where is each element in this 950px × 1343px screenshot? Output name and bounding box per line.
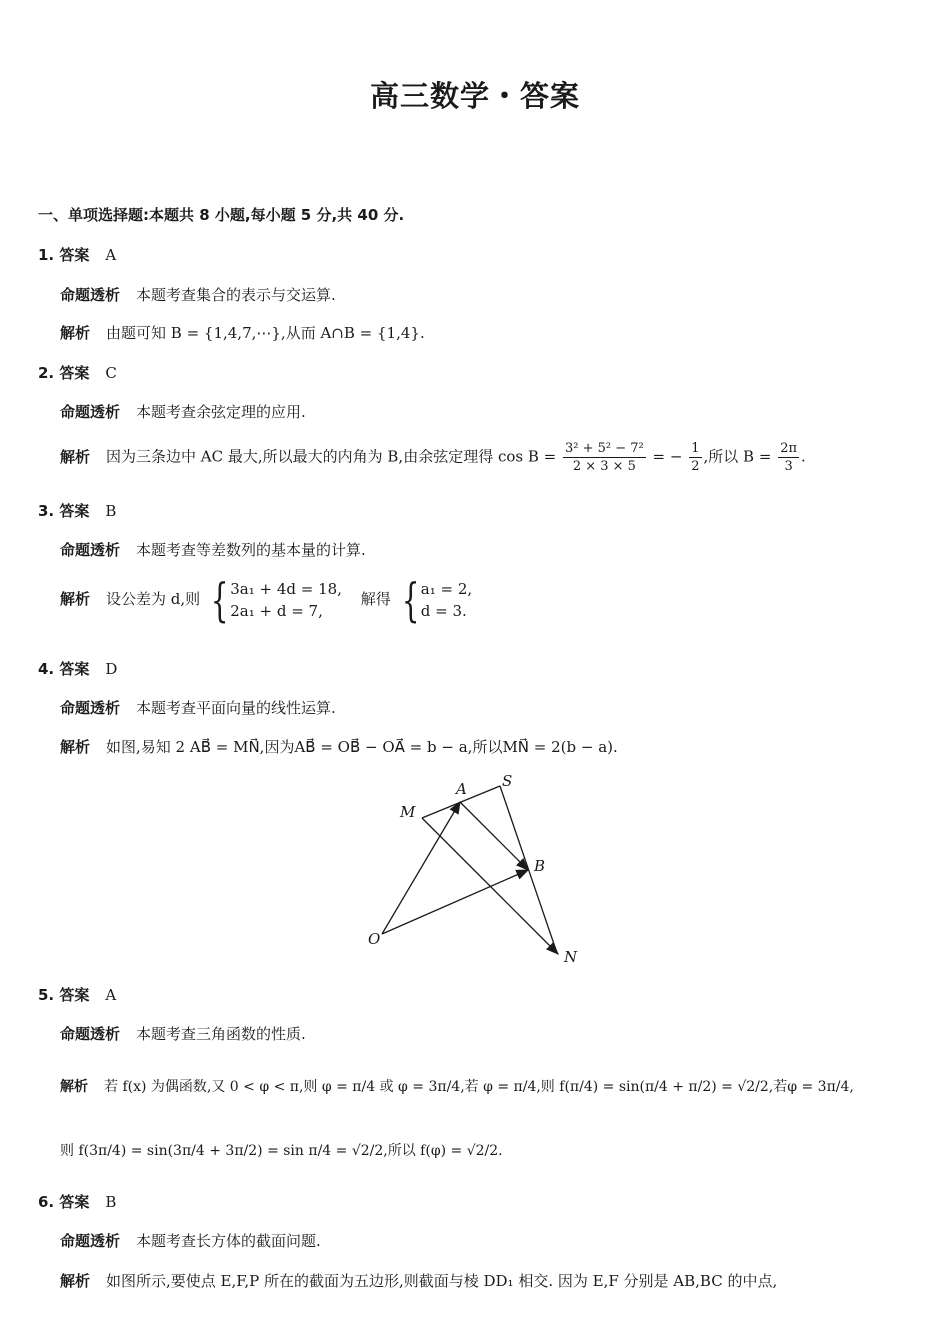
solution-5 — [60, 1076, 854, 1096]
label-m: M — [400, 803, 416, 821]
answer-letter: C — [105, 364, 117, 382]
vector-mn — [422, 818, 558, 954]
solution-system: a₁ = 2, d = 3. — [420, 580, 473, 620]
vector-ab — [460, 802, 528, 870]
analysis-text: 本题考查三角函数的性质. — [136, 1025, 306, 1043]
answer-label: 答案 — [59, 502, 90, 520]
equation-system: 3a₁ + 4d = 18, 2a₁ + d = 7, — [230, 580, 342, 620]
answer-label: 答案 — [59, 1193, 90, 1211]
answer-letter: B — [105, 502, 117, 520]
analysis-label: 命题透析 — [60, 541, 121, 559]
solution-3: 解析 设公差为 d,则 { 3a₁ + 4d = 18, 2a₁ + d = 7, 解得 { a₁ = 2, d = 3. — [60, 573, 473, 627]
answer-letter: D — [105, 660, 118, 678]
solution-text: 由题可知 B = {1,4,7,⋯},从而 A∩B = {1,4}. — [106, 324, 425, 342]
solution-6 — [60, 1270, 777, 1291]
question-number: 5. — [38, 986, 55, 1004]
question-number: 3. — [38, 502, 55, 520]
analysis-label: 命题透析 — [60, 403, 121, 421]
solution-label: 解析 — [60, 1079, 88, 1095]
analysis-text: 本题考查余弦定理的应用. — [136, 403, 306, 421]
analysis-label: 命题透析 — [60, 699, 121, 717]
analysis-4 — [60, 697, 336, 718]
label-s: S — [502, 772, 513, 790]
answer-1 — [38, 244, 116, 265]
vector-diagram — [360, 770, 600, 970]
solution-text: 设公差为 d,则 — [106, 590, 201, 608]
answer-label: 答案 — [59, 660, 90, 678]
label-o: O — [368, 930, 381, 948]
answer-6 — [38, 1191, 116, 1212]
solution-label: 解析 — [60, 324, 91, 342]
segment-sn — [500, 786, 556, 950]
analysis-text: 本题考查集合的表示与交运算. — [136, 286, 336, 304]
question-number: 2. — [38, 364, 55, 382]
solution-5-cont — [60, 1140, 503, 1160]
solution-text: 则 f(3π/4) = sin(3π/4 + 3π/2) = sin π/4 = √2/2,所以 f(φ) = √2/2. — [60, 1143, 503, 1159]
analysis-1 — [60, 284, 336, 305]
analysis-label: 命题透析 — [60, 286, 121, 304]
label-a: A — [456, 780, 467, 798]
analysis-3 — [60, 539, 366, 560]
question-number: 4. — [38, 660, 55, 678]
solution-1 — [60, 322, 425, 343]
answer-label: 答案 — [59, 986, 90, 1004]
analysis-6 — [60, 1230, 321, 1251]
analysis-text: 本题考查等差数列的基本量的计算. — [136, 541, 366, 559]
question-number: 1. — [38, 246, 55, 264]
page-title: 高三数学・答案 — [369, 79, 580, 113]
analysis-2 — [60, 401, 306, 422]
analysis-text: 本题考查长方体的截面问题. — [136, 1232, 321, 1250]
answer-2 — [38, 362, 117, 383]
question-number: 6. — [38, 1193, 55, 1211]
label-b: B — [534, 857, 546, 875]
answer-4 — [38, 658, 117, 679]
solution-label: 解析 — [60, 447, 91, 466]
answer-3 — [38, 500, 116, 521]
fraction-half: $\frac{1}{2}$ — [691, 441, 700, 474]
section-heading: 一、单项选择题:本题共 8 小题,每小题 5 分,共 40 分. — [38, 206, 405, 224]
solution-label: 解析 — [60, 590, 91, 608]
solution-text: 若 f(x) 为偶函数,又 0 < φ < π,则 φ = π/4 或 φ = 3π/4,若 φ = π/4,则 f(π/4) = sin(π/4 + π/2) = √2/2,若φ = 3π/4, — [104, 1079, 854, 1095]
solution-2: 解析 因为三条边中 AC 最大,所以最大的内角为 B,由余弦定理得 cos B = $\frac{\text{3² + 5² − 7²}}{2 \times 3 \times 5}$ = − $\frac{1}{2}$ ,所以 B = $\frac{2\pi}{3}$ . — [60, 441, 806, 474]
vector-oa — [382, 802, 460, 934]
solution-text: 因为三条边中 AC 最大,所以最大的内角为 B,由余弦定理得 cos B = — [106, 447, 557, 466]
solution-4 — [60, 736, 618, 757]
answer-label: 答案 — [59, 364, 90, 382]
solution-text: 如图,易知 2 AB⃗ = MN⃗,因为AB⃗ = OB⃗ − OA⃗ = b − a,所以MN⃗ = 2(b − a). — [106, 738, 618, 756]
answer-letter: A — [105, 986, 117, 1004]
solution-text: 如图所示,要使点 E,F,P 所在的截面为五边形,则截面与棱 DD₁ 相交. 因为 E,F 分别是 AB,BC 的中点, — [106, 1272, 778, 1290]
solution-label: 解析 — [60, 1272, 91, 1290]
answer-letter: A — [105, 246, 117, 264]
analysis-label: 命题透析 — [60, 1025, 121, 1043]
fraction-two-pi-thirds: $\frac{2\pi}{3}$ — [780, 441, 798, 474]
fraction-cos-b: $\frac{\text{3² + 5² − 7²}}{2 \times 3 \times 5}$ — [565, 441, 644, 474]
answer-letter: B — [105, 1193, 117, 1211]
analysis-label: 命题透析 — [60, 1232, 121, 1250]
answer-label: 答案 — [59, 246, 90, 264]
label-n: N — [564, 948, 578, 966]
answer-5 — [38, 984, 116, 1005]
solution-label: 解析 — [60, 738, 91, 756]
analysis-text: 本题考查平面向量的线性运算. — [136, 699, 336, 717]
analysis-5 — [60, 1023, 306, 1044]
